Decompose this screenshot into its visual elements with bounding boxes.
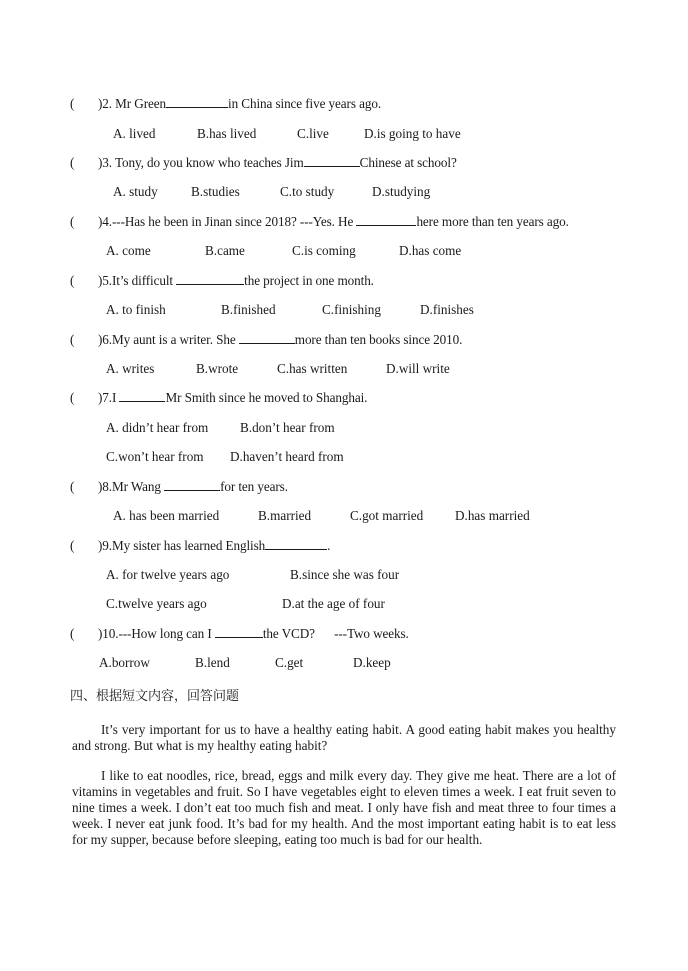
answer-blank[interactable] <box>304 154 360 167</box>
question-stem: )7.I <box>98 390 120 405</box>
option-b[interactable]: B.lend <box>195 655 230 670</box>
option-b[interactable]: B.married <box>258 508 312 523</box>
option-d[interactable]: D.haven’t heard from <box>230 449 344 464</box>
option-d[interactable]: D.keep <box>353 655 391 670</box>
answer-blank[interactable] <box>166 95 228 108</box>
option-d[interactable]: D.is going to have <box>364 126 461 141</box>
passage-paragraph-2: I like to eat noodles, rice, bread, eggs and milk every day. They give me heat. There are a lot of vitamins in vegetables and fruit. So I have vegetables eight to eleven times a week. I eat fruit seven to nine times a week. I don’t eat too much fish and meat. I only have fish and meat three to four times a week. I never eat junk food. It’s bad for my health. And the most important eating habit is to eat less for my supper, because before sleeping, eating too much is bad for our health. <box>72 768 616 847</box>
question-stem: )9.My sister has learned English <box>98 538 266 553</box>
question-9 <box>70 537 330 555</box>
option-d[interactable]: D.at the age of four <box>282 596 385 611</box>
answer-blank[interactable] <box>239 331 295 344</box>
passage-paragraph-1: It’s very important for us to have a healthy eating habit. A good eating habit makes you healthy and strong. But what is my healthy eating habit? <box>72 722 616 753</box>
question-stem-end: here more than ten years ago. <box>416 214 569 229</box>
question-stem: )2. Mr Green <box>98 96 167 111</box>
question-stem: )6.My aunt is a writer. She <box>98 332 239 347</box>
answer-paren[interactable]: ( <box>70 273 75 288</box>
option-a[interactable]: A. study <box>113 184 158 199</box>
answer-blank[interactable] <box>119 389 165 402</box>
answer-paren[interactable]: ( <box>70 96 75 111</box>
option-c[interactable]: C.to study <box>280 184 335 199</box>
section-title: 四、根据短文内容，回答问题 <box>70 689 240 704</box>
question-stem: )3. Tony, do you know who teaches Jim <box>98 155 304 170</box>
option-b[interactable]: B.studies <box>191 184 240 199</box>
option-b[interactable]: B.came <box>205 243 245 258</box>
option-d[interactable]: D.studying <box>372 184 431 199</box>
option-c[interactable]: C.has written <box>277 361 348 376</box>
question-stem-end: in China since five years ago. <box>228 96 382 111</box>
option-a[interactable]: A. for twelve years ago <box>106 567 230 582</box>
answer-paren[interactable]: ( <box>70 538 75 553</box>
option-b[interactable]: B.wrote <box>196 361 239 376</box>
question-stem-end: Mr Smith since he moved to Shanghai. <box>165 390 368 405</box>
question-stem: )4.---Has he been in Jinan since 2018? ---Yes. He <box>98 214 357 229</box>
answer-blank[interactable] <box>265 537 327 550</box>
question-stem-end: . <box>327 538 331 553</box>
question-stem: )10.---How long can I <box>98 626 215 641</box>
question-4 <box>70 213 569 231</box>
option-c[interactable]: C.finishing <box>322 302 381 317</box>
option-d[interactable]: D.has married <box>455 508 530 523</box>
question-2 <box>70 95 381 113</box>
option-c[interactable]: C.twelve years ago <box>106 596 207 611</box>
option-b[interactable]: B.don’t hear from <box>240 420 335 435</box>
option-b[interactable]: B.has lived <box>197 126 257 141</box>
option-d[interactable]: D.finishes <box>420 302 474 317</box>
question-stem-end: for ten years. <box>220 479 288 494</box>
question-stem: )8.Mr Wang <box>98 479 165 494</box>
answer-paren[interactable]: ( <box>70 390 75 405</box>
option-c[interactable]: C.is coming <box>292 243 356 258</box>
answer-blank[interactable] <box>176 272 244 285</box>
question-7 <box>70 389 367 407</box>
option-c[interactable]: C.won’t hear from <box>106 449 204 464</box>
question-stem: )5.It’s difficult <box>98 273 177 288</box>
option-a[interactable]: A. lived <box>113 126 156 141</box>
answer-blank[interactable] <box>164 478 220 491</box>
answer-blank[interactable] <box>356 213 416 226</box>
option-d[interactable]: D.will write <box>386 361 450 376</box>
option-a[interactable]: A. writes <box>106 361 155 376</box>
question-stem-end: the VCD? ---Two weeks. <box>262 626 409 641</box>
question-3 <box>70 154 457 172</box>
option-a[interactable]: A. has been married <box>113 508 220 523</box>
answer-paren[interactable]: ( <box>70 155 75 170</box>
question-8 <box>70 478 288 496</box>
question-stem-end: Chinese at school? <box>359 155 457 170</box>
option-b[interactable]: B.finished <box>221 302 276 317</box>
answer-paren[interactable]: ( <box>70 479 75 494</box>
option-a[interactable]: A.borrow <box>99 655 150 670</box>
answer-paren[interactable]: ( <box>70 214 75 229</box>
option-a[interactable]: A. come <box>106 243 151 258</box>
option-a[interactable]: A. to finish <box>106 302 166 317</box>
question-5 <box>70 272 374 290</box>
option-c[interactable]: C.get <box>275 655 304 670</box>
option-d[interactable]: D.has come <box>399 243 462 258</box>
question-stem-end: the project in one month. <box>244 273 374 288</box>
question-10 <box>70 625 409 643</box>
option-b[interactable]: B.since she was four <box>290 567 400 582</box>
question-6 <box>70 331 462 349</box>
option-c[interactable]: C.live <box>297 126 329 141</box>
option-a[interactable]: A. didn’t hear from <box>106 420 209 435</box>
option-c[interactable]: C.got married <box>350 508 424 523</box>
question-stem-end: more than ten books since 2010. <box>294 332 463 347</box>
answer-blank[interactable] <box>215 625 263 638</box>
answer-paren[interactable]: ( <box>70 332 75 347</box>
answer-paren[interactable]: ( <box>70 626 75 641</box>
